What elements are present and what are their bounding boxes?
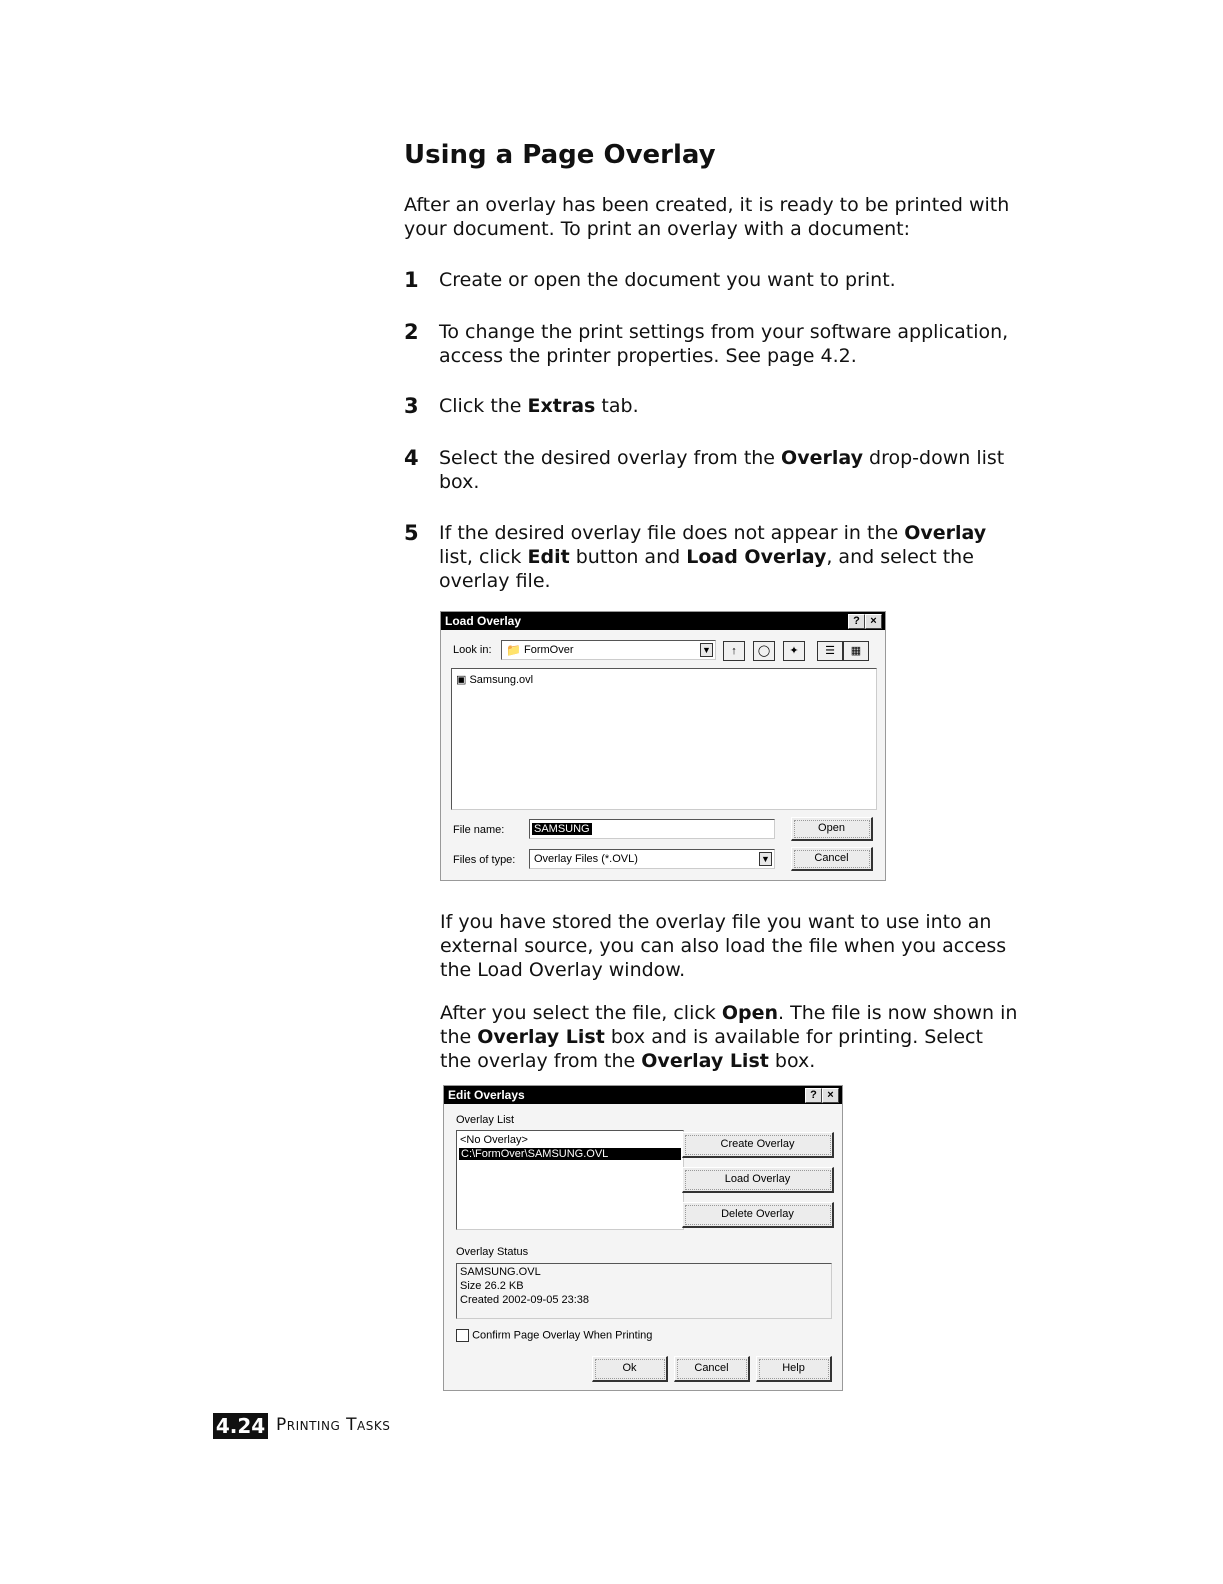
details-view-icon[interactable]: ▦ — [843, 641, 869, 661]
delete-overlay-button[interactable]: Delete Overlay — [682, 1202, 834, 1228]
dialog-title: Edit Overlays — [448, 1088, 525, 1102]
step-number: 5 — [404, 521, 419, 545]
load-overlay-dialog — [440, 611, 886, 881]
file-name-value: SAMSUNG — [534, 823, 590, 835]
file-icon: ▣ — [456, 674, 467, 686]
section-name: Printing Tasks — [276, 1415, 391, 1435]
step-text: To change the print settings from your software application, access the printer properties. See page 4.2. — [439, 321, 1009, 367]
list-item[interactable] — [456, 673, 533, 686]
close-button[interactable]: × — [865, 614, 882, 629]
dialog-titlebar — [444, 1086, 842, 1104]
status-created: Created 2002-09-05 23:38 — [460, 1294, 590, 1306]
help-button[interactable]: Help — [756, 1356, 832, 1382]
step-5 — [404, 521, 1014, 593]
chevron-down-icon[interactable]: ▼ — [759, 852, 772, 866]
overlay-list-label: Overlay List — [456, 1114, 515, 1126]
help-button[interactable]: ? — [805, 1088, 822, 1103]
open-button[interactable]: Open — [791, 817, 873, 841]
status-name: SAMSUNG.OVL — [460, 1266, 541, 1278]
cancel-button[interactable]: Cancel — [674, 1356, 750, 1382]
chevron-down-icon[interactable]: ▼ — [700, 643, 713, 657]
page-title: Using a Page Overlay — [404, 140, 716, 170]
file-name-label: File name: — [453, 824, 505, 836]
list-item[interactable]: <No Overlay> — [460, 1134, 528, 1146]
step-1 — [404, 268, 1014, 292]
desktop-icon[interactable]: ◯ — [753, 641, 775, 661]
confirm-checkbox-row[interactable] — [456, 1329, 652, 1342]
files-of-type-value: Overlay Files (*.OVL) — [534, 853, 638, 865]
after-select-paragraph: After you select the file, click Open. The file is now shown in the Overlay List box and is available for printing. Select the overlay from the Overlay List box. — [440, 1002, 1018, 1072]
overlay-status-box — [456, 1263, 832, 1319]
step-number: 4 — [404, 446, 419, 470]
file-item-label: Samsung.ovl — [469, 674, 534, 686]
new-folder-icon[interactable]: ✦ — [783, 641, 805, 661]
files-of-type-combo[interactable] — [529, 849, 775, 869]
confirm-checkbox-label: Confirm Page Overlay When Printing — [472, 1329, 653, 1342]
close-button[interactable]: × — [822, 1088, 839, 1103]
overlay-list[interactable] — [456, 1130, 684, 1230]
look-in-value: FormOver — [524, 644, 574, 656]
file-name-input[interactable] — [529, 819, 775, 839]
step-text: Create or open the document you want to print. — [439, 269, 896, 291]
step-3 — [404, 394, 1014, 418]
list-view-icon[interactable]: ☰ — [817, 641, 843, 661]
confirm-checkbox[interactable] — [456, 1329, 469, 1342]
step-text: Click the Extras tab. — [439, 395, 639, 417]
look-in-label: Look in: — [453, 644, 492, 656]
edit-overlays-dialog — [443, 1085, 843, 1391]
step-4 — [404, 446, 1014, 494]
external-source-paragraph: If you have stored the overlay file you want to use into an external source, you can also load the file when you access the Load Overlay window. — [440, 911, 1007, 981]
dialog-titlebar — [441, 612, 885, 630]
step-number: 3 — [404, 394, 419, 418]
overlay-status-label: Overlay Status — [456, 1246, 529, 1258]
load-overlay-button[interactable]: Load Overlay — [682, 1167, 834, 1193]
ok-button[interactable]: Ok — [592, 1356, 668, 1382]
up-folder-icon[interactable]: ↑ — [723, 641, 745, 661]
step-number: 2 — [404, 320, 419, 344]
step-text: Select the desired overlay from the Overlay drop-down list box. — [439, 447, 1005, 493]
look-in-combo[interactable] — [501, 640, 716, 660]
files-of-type-label: Files of type: — [453, 854, 516, 866]
folder-icon: 📁 — [506, 643, 521, 657]
help-button[interactable]: ? — [848, 614, 865, 629]
step-number: 1 — [404, 268, 419, 292]
dialog-title: Load Overlay — [445, 614, 522, 628]
status-size: Size 26.2 KB — [460, 1280, 524, 1292]
page-number-badge: 4.24 — [213, 1413, 268, 1439]
create-overlay-button[interactable]: Create Overlay — [682, 1132, 834, 1158]
list-item[interactable]: C:\FormOver\SAMSUNG.OVL — [459, 1148, 681, 1160]
file-list[interactable] — [451, 668, 877, 810]
step-text: If the desired overlay file does not appear in the Overlay list, click Edit button and Load Overlay, and select the overlay file. — [439, 522, 987, 592]
cancel-button[interactable]: Cancel — [791, 847, 873, 871]
step-2 — [404, 320, 1014, 368]
intro-paragraph: After an overlay has been created, it is ready to be printed with your document. To print an overlay with a document: — [404, 194, 1010, 240]
